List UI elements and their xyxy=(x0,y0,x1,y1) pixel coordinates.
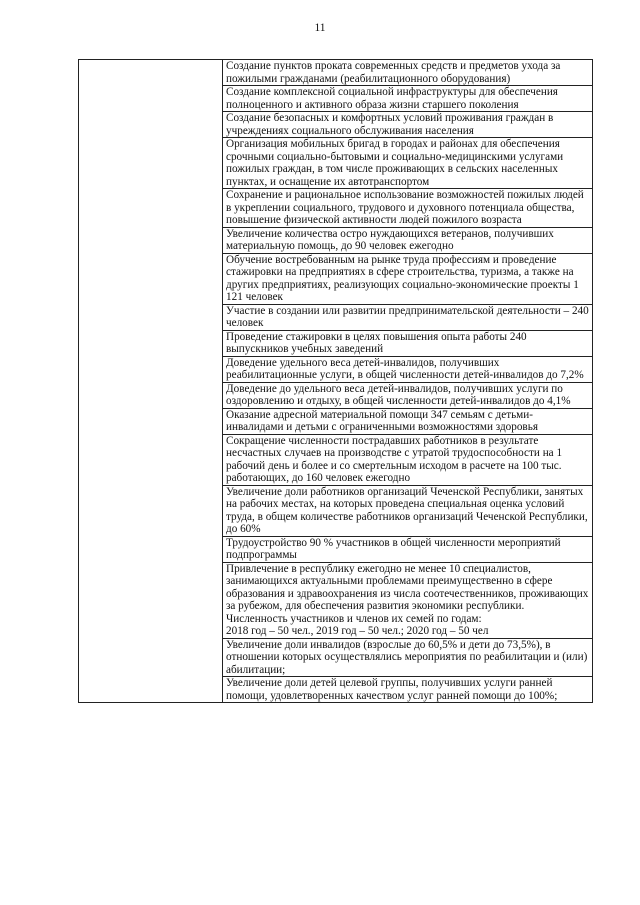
measure-cell: Увеличение доли инвалидов (взрослые до 60,5% и дети до 73,5%), в отношении которых осуществлялись мероприятия по реабилитации и (или) абилитации; xyxy=(223,638,593,677)
measure-cell: Привлечение в республику ежегодно не менее 10 специалистов, занимающихся актуальными проблемами преимущественно в сфере образования и здравоохранения из числа соотечественников, проживающих за рубежом, для обеспечения развития экономики республики. Численность участников и членов их семей по годам: 2018 год – 50 чел., 2019 год – 50 чел.; 2020 год – 50 чел xyxy=(223,562,593,638)
measure-cell: Сокращение численности пострадавших работников в результате несчастных случаев на производстве с утратой трудоспособности на 1 рабочий день и более и со смертельным исходом в расчете на 100 тыс. работающих, до 160 человек ежегодно xyxy=(223,434,593,485)
measure-cell: Организация мобильных бригад в городах и районах для обеспечения срочными социально-бытовыми и социально-медицинскими услугами пожилых граждан, в том числе проживающих в сельских населенных пунктах, и оснащение их автотранспортом xyxy=(223,138,593,189)
measure-cell: Трудоустройство 90 % участников в общей численности мероприятий подпрограммы xyxy=(223,536,593,562)
measure-cell: Доведение до удельного веса детей-инвалидов, получивших услуги по оздоровлению и отдыху, в общей численности детей-инвалидов до 4,1% xyxy=(223,382,593,408)
measure-cell: Создание безопасных и комфортных условий проживания граждан в учреждениях социального обслуживания населения xyxy=(223,112,593,138)
table-body xyxy=(79,60,593,703)
measure-cell: Обучение востребованным на рынке труда профессиям и проведение стажировки на предприятиях в сфере строительства, туризма, а также на других предприятиях, реализующих социально-экономические проекты 1 121 человек xyxy=(223,253,593,304)
measure-cell: Увеличение доли детей целевой группы, получивших услуги ранней помощи, удовлетворенных качеством услуг ранней помощи до 100%; xyxy=(223,677,593,703)
measure-cell: Доведение удельного веса детей-инвалидов, получивших реабилитационные услуги, в общей численности детей-инвалидов до 7,2% xyxy=(223,356,593,382)
measures-table xyxy=(78,59,593,703)
measure-cell: Проведение стажировки в целях повышения опыта работы 240 выпускников учебных заведений xyxy=(223,330,593,356)
table-row xyxy=(79,60,593,86)
measure-cell: Создание комплексной социальной инфраструктуры для обеспечения полноценного и активного образа жизни старшего поколения xyxy=(223,86,593,112)
measure-cell: Создание пунктов проката современных средств и предметов ухода за пожилыми гражданами (реабилитационного оборудования) xyxy=(223,60,593,86)
empty-left-cell xyxy=(79,60,223,703)
measure-cell: Сохранение и рациональное использование возможностей пожилых людей в укреплении социального, трудового и духовного потенциала общества, повышение физической активности людей пожилого возраста xyxy=(223,189,593,228)
measure-cell: Увеличение доли работников организаций Чеченской Республики, занятых на рабочих местах, на которых проведена специальная оценка условий труда, в общем количестве работников организаций Чеченской Республики, до 60% xyxy=(223,485,593,536)
page-number: 11 xyxy=(314,22,326,34)
measure-cell: Увеличение количества остро нуждающихся ветеранов, получивших материальную помощь, до 90 человек ежегодно xyxy=(223,227,593,253)
measure-cell: Участие в создании или развитии предпринимательской деятельности – 240 человек xyxy=(223,304,593,330)
measure-cell: Оказание адресной материальной помощи 347 семьям с детьми-инвалидами и детьми с ограниченными возможностями здоровья xyxy=(223,408,593,434)
